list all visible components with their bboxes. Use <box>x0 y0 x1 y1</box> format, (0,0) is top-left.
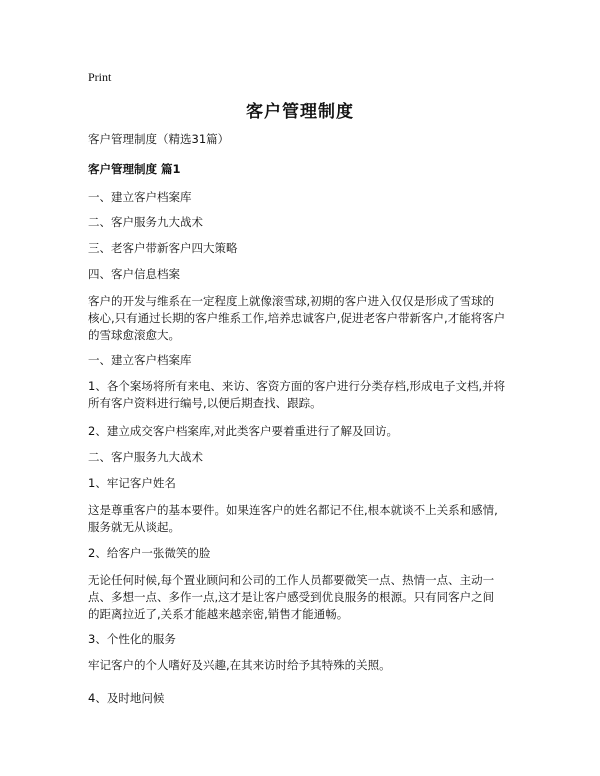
intro-paragraph <box>88 293 520 344</box>
paragraph-line: 1、各个案场将所有来电、来访、客资方面的客户进行分类存档,形成电子文档,并将 <box>88 379 506 393</box>
paragraph-line: 点、多想一点、多作一点,这才是让客户感受到优良服务的根源。只有同客户之间 <box>88 590 495 604</box>
document-subtitle: 客户管理制度（精选31篇） <box>88 132 230 146</box>
tactic-3-text: 牢记客户的个人嗜好及兴趣,在其来访时给予其特殊的关照。 <box>88 658 391 672</box>
tactic-1-heading: 1、牢记客户姓名 <box>88 476 176 490</box>
toc-item: 二、客户服务九大战术 <box>88 215 203 229</box>
archive-item-1 <box>88 378 520 412</box>
tactic-3-heading: 3、个性化的服务 <box>88 632 176 646</box>
paragraph-line: 客户的开发与维系在一定程度上就像滚雪球,初期的客户进入仅仅是形成了雪球的 <box>88 294 495 308</box>
paragraph-line: 无论任何时候,每个置业顾问和公司的工作人员都要微笑一点、热情一点、主动一 <box>88 573 495 587</box>
tactic-1-text <box>88 502 520 536</box>
section-heading: 客户管理制度 篇1 <box>88 162 181 176</box>
paragraph-line: 核心,只有通过长期的客户维系工作,培养忠诚客户,促进老客户带新客户,才能将客户 <box>88 311 506 325</box>
document-title: 客户管理制度 <box>246 102 354 122</box>
toc-item: 一、建立客户档案库 <box>88 190 192 204</box>
paragraph-line: 所有客户资料进行编号,以便后期查找、跟踪。 <box>88 396 322 410</box>
toc-item: 三、老客户带新客户四大策略 <box>88 241 238 255</box>
tactic-4-heading: 4、及时地问候 <box>88 691 165 705</box>
toc-item: 四、客户信息档案 <box>88 267 180 281</box>
paragraph-line: 的雪球愈滚愈大。 <box>88 328 180 342</box>
heading-archive: 一、建立客户档案库 <box>88 353 192 367</box>
tactic-2-heading: 2、给客户一张微笑的脸 <box>88 546 211 560</box>
tactic-2-text <box>88 572 520 623</box>
print-link[interactable]: Print <box>88 70 112 84</box>
paragraph-line: 的距离拉近了,关系才能越来越亲密,销售才能通畅。 <box>88 607 349 621</box>
paragraph-line: 这是尊重客户的基本要件。如果连客户的姓名都记不住,根本就谈不上关系和感情, <box>88 503 498 517</box>
archive-item-2: 2、建立成交客户档案库,对此类客户要着重进行了解及回访。 <box>88 424 398 438</box>
paragraph-line: 服务就无从谈起。 <box>88 520 180 534</box>
heading-tactics: 二、客户服务九大战术 <box>88 450 203 464</box>
